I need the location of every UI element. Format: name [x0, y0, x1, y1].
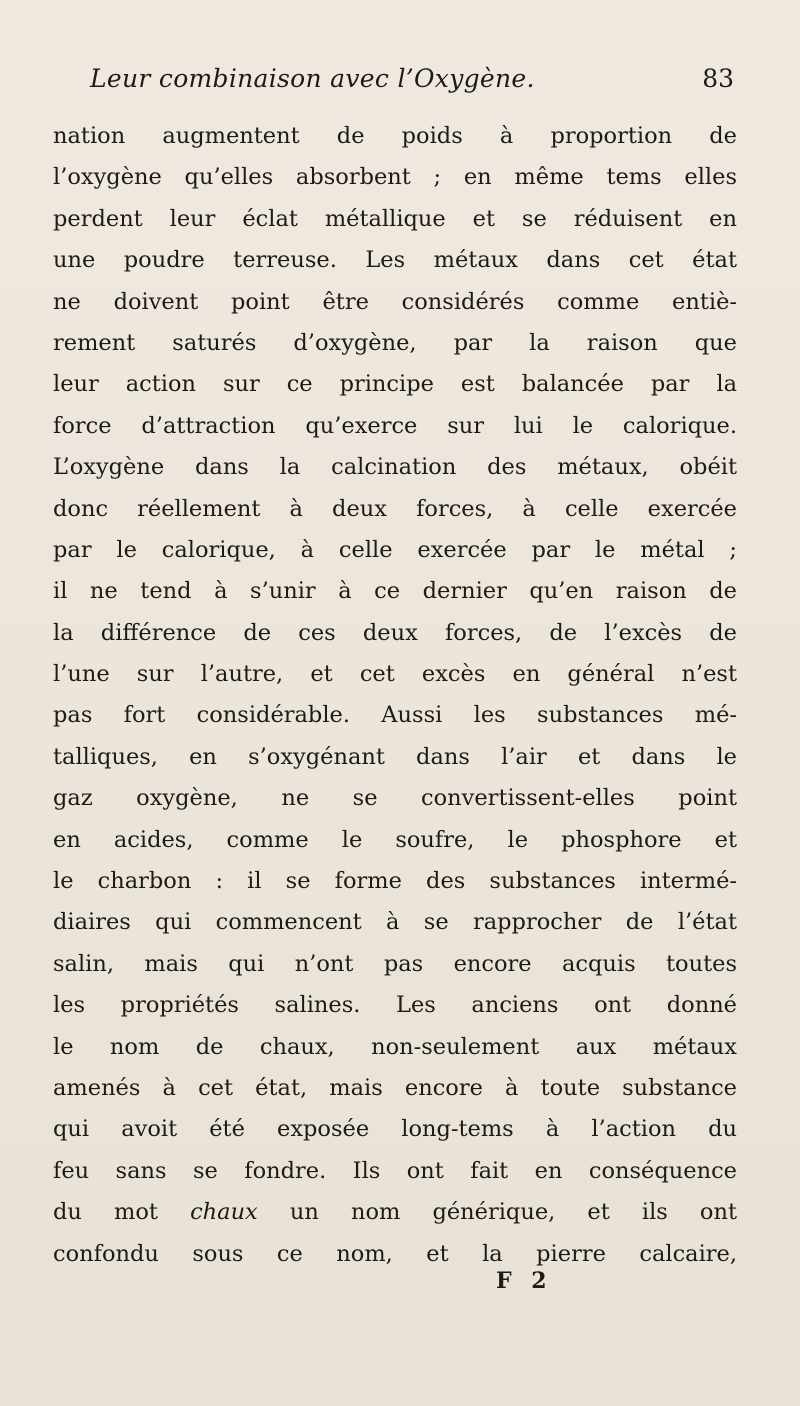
text-line: talliques, en s’oxygénant dans l’air et dans le: [53, 743, 737, 770]
body-text: [53, 116, 737, 1275]
text-line: l’oxygène qu’elles absorbent ; en même tems elles: [53, 164, 737, 191]
page-number: 83: [702, 64, 734, 93]
text-line: leur action sur ce principe est balancée par la: [53, 371, 737, 398]
text-line: le charbon : il se forme des substances intermé-: [53, 868, 737, 895]
text-line: salin, mais qui n’ont pas encore acquis toutes: [53, 950, 737, 977]
text-line: nation augmentent de poids à proportion de: [53, 123, 737, 149]
signature-mark: F 2: [496, 1268, 553, 1294]
text-line: L’oxygène dans la calcination des métaux, obéit: [53, 454, 737, 481]
text-line: gaz oxygène, ne se convertissent-elles point: [53, 785, 737, 812]
text-line: une poudre terreuse. Les métaux dans cet état: [53, 247, 737, 274]
text-line: le nom de chaux, non-seulement aux métaux: [53, 1033, 737, 1060]
text-line: donc réellement à deux forces, à celle exercée: [53, 495, 737, 522]
text-line-with-italic: [53, 1192, 737, 1233]
page-header: [90, 64, 734, 104]
text-line: diaires qui commencent à se rapprocher de l’état: [53, 909, 737, 936]
text-line: perdent leur éclat métallique et se réduisent en: [53, 205, 737, 232]
text-line: l’une sur l’autre, et cet excès en général n’est: [53, 661, 737, 688]
text-line: feu sans se fondre. Ils ont fait en conséquence: [53, 1157, 737, 1184]
text-line: force d’attraction qu’exerce sur lui le calorique.: [53, 412, 737, 439]
text-line: il ne tend à s’unir à ce dernier qu’en raison de: [53, 578, 737, 605]
text-line: rement saturés d’oxygène, par la raison que: [53, 329, 737, 356]
text-line: amenés à cet état, mais encore à toute substance: [53, 1074, 737, 1101]
text-line: la différence de ces deux forces, de l’excès de: [53, 619, 737, 646]
running-head: Leur combinaison avec l’Oxygène.: [90, 64, 535, 93]
text-line: confondu sous ce nom, et la pierre calcaire,: [53, 1240, 737, 1267]
text-segment: du mot: [53, 1199, 191, 1226]
text-line: qui avoit été exposée long-tems à l’action du: [53, 1116, 737, 1143]
text-line: par le calorique, à celle exercée par le métal ;: [53, 536, 737, 563]
text-line: ne doivent point être considérés comme entiè-: [53, 288, 737, 315]
text-line: les propriétés salines. Les anciens ont donné: [53, 992, 737, 1019]
text-segment: un nom générique, et ils ont: [257, 1199, 737, 1226]
text-line: pas fort considérable. Aussi les substances mé-: [53, 702, 737, 729]
text-line: en acides, comme le soufre, le phosphore et: [53, 826, 737, 853]
italic-word: chaux: [190, 1199, 258, 1226]
